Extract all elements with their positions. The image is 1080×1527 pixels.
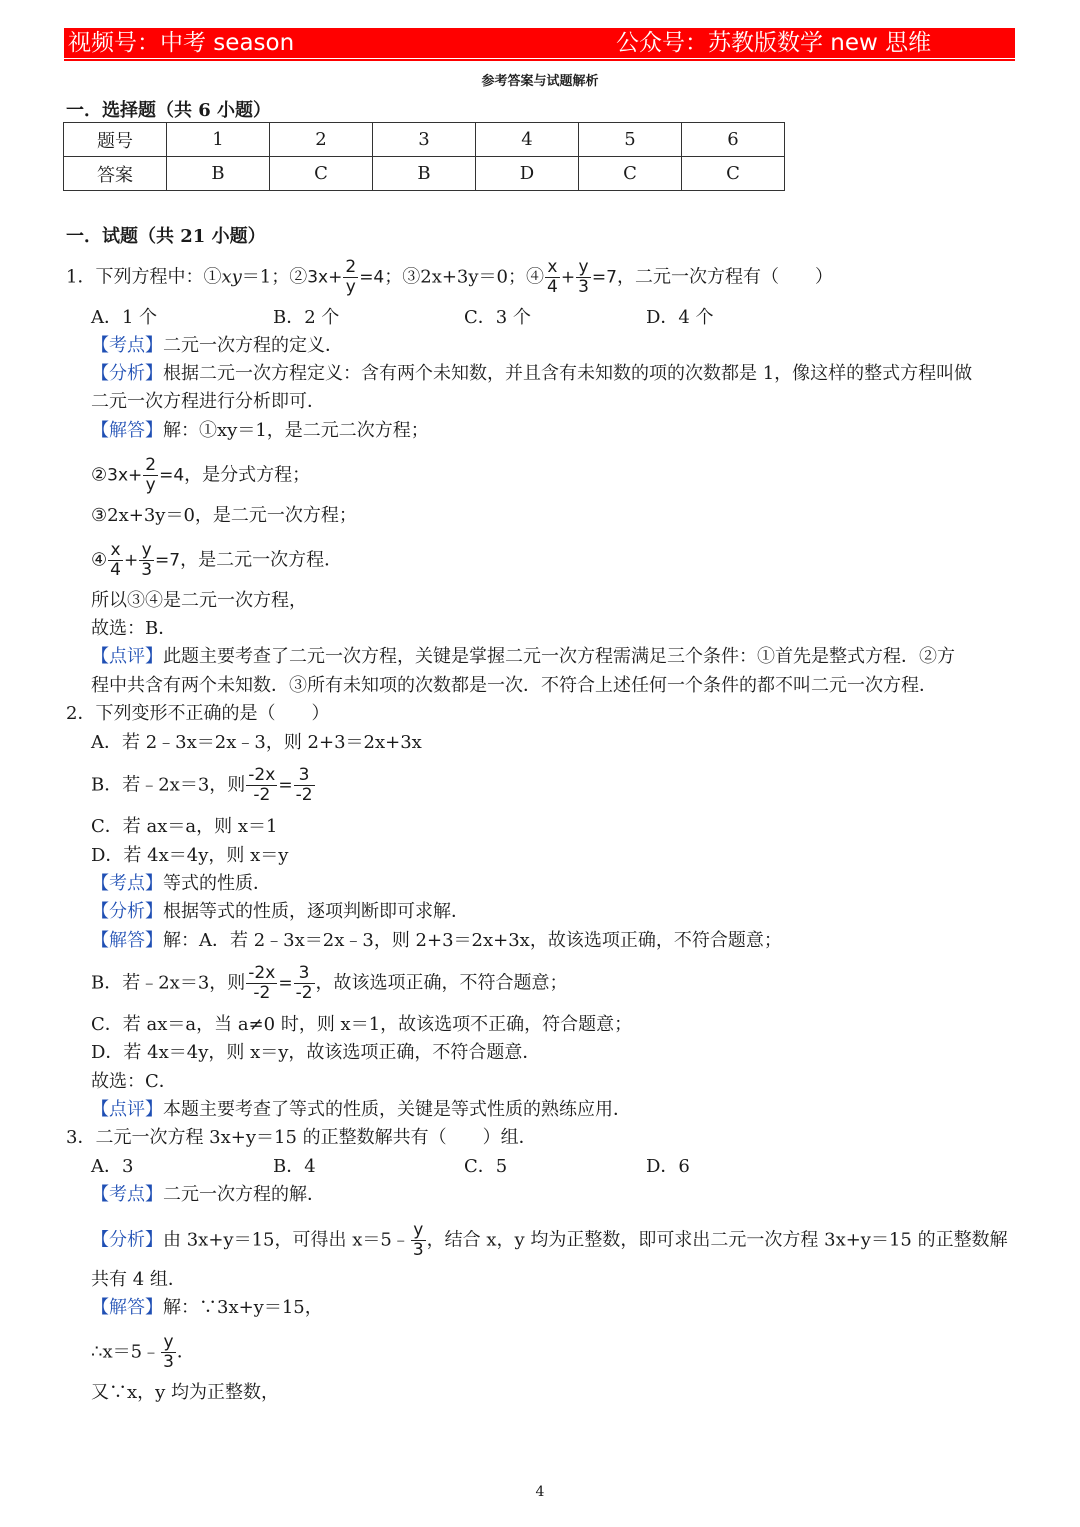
q1-stem-text: ；③2x+3y＝0；④ bbox=[384, 266, 545, 288]
q2-jieda bbox=[91, 929, 782, 953]
dianping-tag: 【点评】 bbox=[91, 646, 163, 667]
q2-jieda-line4: D．若 4x＝4y，则 x＝y，故该选项正确，不符合题意． bbox=[91, 1042, 541, 1063]
q3-kaodian-text: 二元一次方程的解． bbox=[163, 1184, 325, 1205]
fraction-denominator: -2 bbox=[295, 785, 313, 805]
page-number: 4 bbox=[535, 1484, 545, 1500]
text: B．若﹣2x＝3，则 bbox=[91, 972, 246, 994]
kaodian-tag: 【考点】 bbox=[91, 1184, 163, 1205]
fraction-denominator: 3 bbox=[163, 1352, 174, 1372]
fraction bbox=[294, 964, 315, 1003]
fraction bbox=[143, 456, 158, 495]
text: ② bbox=[91, 464, 108, 486]
fraction bbox=[108, 541, 123, 580]
banner-right-text: 公众号：苏教版数学 new 思维 bbox=[616, 30, 932, 56]
fraction-numerator: y bbox=[411, 1221, 426, 1241]
q1-kaodian-text: 二元一次方程的定义． bbox=[163, 335, 343, 356]
q2-jieda-text: 解：A．若 2﹣3x＝2x﹣3，则 2+3＝2x+3x，故该选项正确，不符合题意； bbox=[163, 930, 782, 951]
q1-stem-text: ，二元一次方程有（ ） bbox=[616, 266, 833, 288]
eq-text: =7 bbox=[591, 267, 617, 288]
q2-fenxi bbox=[91, 900, 469, 924]
kaodian-tag: 【考点】 bbox=[91, 335, 163, 356]
q1-option-c: C．3 个 bbox=[464, 307, 531, 328]
table-cell: B bbox=[167, 157, 270, 191]
fraction-numerator: x bbox=[545, 258, 560, 278]
q1-option-b: B．2 个 bbox=[273, 307, 340, 328]
fraction-denominator: 3 bbox=[141, 560, 153, 580]
fraction-numerator: y bbox=[576, 258, 591, 278]
fraction-numerator: 3 bbox=[294, 766, 315, 786]
q1-kaodian bbox=[91, 334, 343, 358]
fraction-numerator: x bbox=[108, 541, 123, 561]
text: B．若﹣2x＝3，则 bbox=[91, 774, 246, 796]
eq-text: =4 bbox=[159, 465, 185, 486]
q2-option-c: C．若 ax＝a，则 x＝1 bbox=[91, 816, 278, 837]
answer-table bbox=[63, 122, 785, 191]
header-banner bbox=[64, 28, 1015, 58]
fraction-numerator: 2 bbox=[145, 455, 157, 475]
fenxi-tag: 【分析】 bbox=[91, 363, 163, 384]
fraction bbox=[545, 258, 560, 297]
table-cell: C bbox=[270, 157, 373, 191]
q1-jieda-line4 bbox=[91, 541, 342, 580]
table-cell: C bbox=[579, 157, 682, 191]
jieda-tag: 【解答】 bbox=[91, 1297, 163, 1318]
answer-table-header-row bbox=[64, 123, 785, 157]
q1-stem bbox=[66, 258, 833, 297]
table-cell: C bbox=[682, 157, 785, 191]
q1-option-d: D．4 个 bbox=[646, 307, 714, 328]
eq-text: + bbox=[560, 267, 576, 288]
text: ，结合 x，y 均为正整数，即可求出二元一次方程 3x+y＝15 的正整数解 bbox=[426, 1229, 1008, 1251]
table-cell: 6 bbox=[682, 123, 785, 157]
q1-jieda-text: 解：①xy＝1，是二元二次方程； bbox=[163, 420, 429, 441]
q1-jieda-line5: 所以③④是二元一次方程， bbox=[91, 590, 307, 611]
q1-stem-text: ＝1；② bbox=[241, 266, 308, 288]
text: ，故该选项正确，不符合题意； bbox=[315, 972, 568, 994]
q1-stem-text: 1．下列方程中：① bbox=[66, 266, 222, 288]
q2-jieda-line3: C．若 ax＝a，当 a≠0 时，则 x＝1，故该选项不正确，符合题意； bbox=[91, 1014, 633, 1035]
text: ． bbox=[176, 1341, 195, 1363]
fraction bbox=[139, 541, 154, 580]
fraction-numerator: 2 bbox=[345, 257, 357, 277]
table-cell: 1 bbox=[167, 123, 270, 157]
banner-underline bbox=[64, 59, 1015, 61]
q1-dianping bbox=[91, 645, 955, 669]
fraction bbox=[161, 1333, 176, 1372]
text: 由 3x+y＝15，可得出 x＝5﹣ bbox=[163, 1229, 410, 1251]
fraction-denominator: 3 bbox=[412, 1240, 424, 1260]
fraction-numerator: y bbox=[139, 541, 154, 561]
q3-jieda-text: 解：∵3x+y＝15， bbox=[163, 1297, 323, 1318]
q3-option-a: A．3 bbox=[91, 1156, 134, 1177]
fraction bbox=[246, 964, 277, 1003]
fraction bbox=[294, 766, 315, 805]
answer-table-answer-row bbox=[64, 157, 785, 191]
jieda-tag: 【解答】 bbox=[91, 930, 163, 951]
q2-option-d: D．若 4x＝4y，则 x＝y bbox=[91, 845, 289, 866]
q1-jieda-line2 bbox=[91, 456, 310, 495]
text: ④ bbox=[91, 549, 108, 571]
kaodian-tag: 【考点】 bbox=[91, 873, 163, 894]
q1-dianping-text: 此题主要考查了二元一次方程，关键是掌握二元一次方程需满足三个条件：①首先是整式方程．②方 bbox=[163, 646, 955, 667]
eq-text: = bbox=[278, 775, 293, 796]
text: ，是分式方程； bbox=[184, 464, 311, 486]
q3-fenxi bbox=[91, 1221, 1008, 1260]
q3-option-b: B．4 bbox=[273, 1156, 316, 1177]
fenxi-tag: 【分析】 bbox=[91, 901, 163, 922]
table-cell: 3 bbox=[373, 123, 476, 157]
section-heading-problems: 一．试题（共 21 小题） bbox=[66, 226, 266, 247]
eq-text: =7 bbox=[155, 550, 181, 571]
eq-text: 3x+ bbox=[307, 267, 343, 288]
fraction-numerator: -2x bbox=[248, 765, 276, 785]
q2-jieda-line2 bbox=[91, 964, 568, 1003]
table-cell: 答案 bbox=[64, 157, 167, 191]
fraction-denominator: -2 bbox=[253, 983, 271, 1003]
q3-fenxi-line2: 共有 4 组． bbox=[91, 1269, 186, 1290]
q3-kaodian bbox=[91, 1183, 325, 1207]
fraction-denominator: 4 bbox=[547, 277, 558, 297]
text: ∴x＝5﹣ bbox=[91, 1341, 161, 1363]
fraction-numerator: -2x bbox=[248, 963, 276, 983]
fraction-numerator: y bbox=[161, 1333, 176, 1353]
fraction-denominator: y bbox=[345, 277, 356, 297]
fraction bbox=[343, 258, 358, 297]
fraction-denominator: 4 bbox=[110, 560, 121, 580]
q2-option-a: A．若 2﹣3x＝2x﹣3，则 2+3＝2x+3x bbox=[91, 732, 422, 753]
q1-jieda-line3: ③2x+3y＝0，是二元一次方程； bbox=[91, 505, 357, 526]
eq-text: =4 bbox=[359, 267, 385, 288]
fraction-denominator: y bbox=[145, 475, 156, 495]
fraction-denominator: 3 bbox=[578, 277, 589, 297]
table-cell: 5 bbox=[579, 123, 682, 157]
table-cell: D bbox=[476, 157, 579, 191]
fraction-denominator: -2 bbox=[295, 983, 313, 1003]
eq-text: 3x+ bbox=[107, 465, 143, 486]
table-cell: B bbox=[373, 157, 476, 191]
q2-kaodian bbox=[91, 872, 271, 896]
fraction-numerator: 3 bbox=[294, 964, 315, 984]
q2-kaodian-text: 等式的性质． bbox=[163, 873, 271, 894]
q1-fenxi bbox=[91, 362, 972, 386]
q3-jieda-line2 bbox=[91, 1333, 195, 1372]
q2-jieda-line5: 故选：C． bbox=[91, 1071, 177, 1092]
dianping-tag: 【点评】 bbox=[91, 1099, 163, 1120]
text: ，是二元一次方程． bbox=[180, 549, 343, 571]
q1-jieda-line6: 故选：B． bbox=[91, 618, 177, 639]
q3-option-d: D．6 bbox=[646, 1156, 690, 1177]
fraction bbox=[246, 766, 277, 805]
q2-option-b bbox=[91, 766, 316, 805]
fraction-denominator: -2 bbox=[253, 785, 271, 805]
q3-option-c: C．5 bbox=[464, 1156, 508, 1177]
q1-fenxi-line2: 二元一次方程进行分析即可． bbox=[91, 391, 325, 412]
section-heading-choice: 一．选择题（共 6 小题） bbox=[66, 100, 272, 121]
q2-stem: 2．下列变形不正确的是（ ） bbox=[66, 703, 330, 724]
q2-fenxi-text: 根据等式的性质，逐项判断即可求解． bbox=[163, 901, 469, 922]
table-cell: 2 bbox=[270, 123, 373, 157]
table-cell: 题号 bbox=[64, 123, 167, 157]
q1-jieda bbox=[91, 419, 429, 443]
q2-dianping-text: 本题主要考查了等式的性质，关键是等式性质的熟练应用． bbox=[163, 1099, 631, 1120]
q1-stem-var: xy bbox=[221, 266, 242, 288]
q1-fenxi-text: 根据二元一次方程定义：含有两个未知数，并且含有未知数的项的次数都是 1，像这样的整式方程叫做 bbox=[163, 363, 973, 384]
fenxi-tag: 【分析】 bbox=[91, 1229, 163, 1251]
eq-text: + bbox=[123, 550, 139, 571]
q1-option-a: A．1 个 bbox=[91, 307, 158, 328]
q2-dianping bbox=[91, 1098, 631, 1122]
banner-left-text: 视频号：中考 season bbox=[68, 30, 295, 56]
fraction bbox=[576, 258, 591, 297]
eq-text: = bbox=[278, 973, 293, 994]
jieda-tag: 【解答】 bbox=[91, 420, 163, 441]
q3-stem: 3．二元一次方程 3x+y＝15 的正整数解共有（ ）组． bbox=[66, 1127, 537, 1148]
fraction bbox=[411, 1221, 426, 1260]
q3-jieda-line3: 又∵x，y 均为正整数， bbox=[91, 1382, 280, 1403]
q1-dianping-line2: 程中共含有两个未知数．③所有未知项的次数都是一次．不符合上述任何一个条件的都不叫二元一次方程． bbox=[91, 675, 937, 696]
table-cell: 4 bbox=[476, 123, 579, 157]
q3-jieda bbox=[91, 1296, 323, 1320]
document-title: 参考答案与试题解析 bbox=[481, 74, 599, 89]
